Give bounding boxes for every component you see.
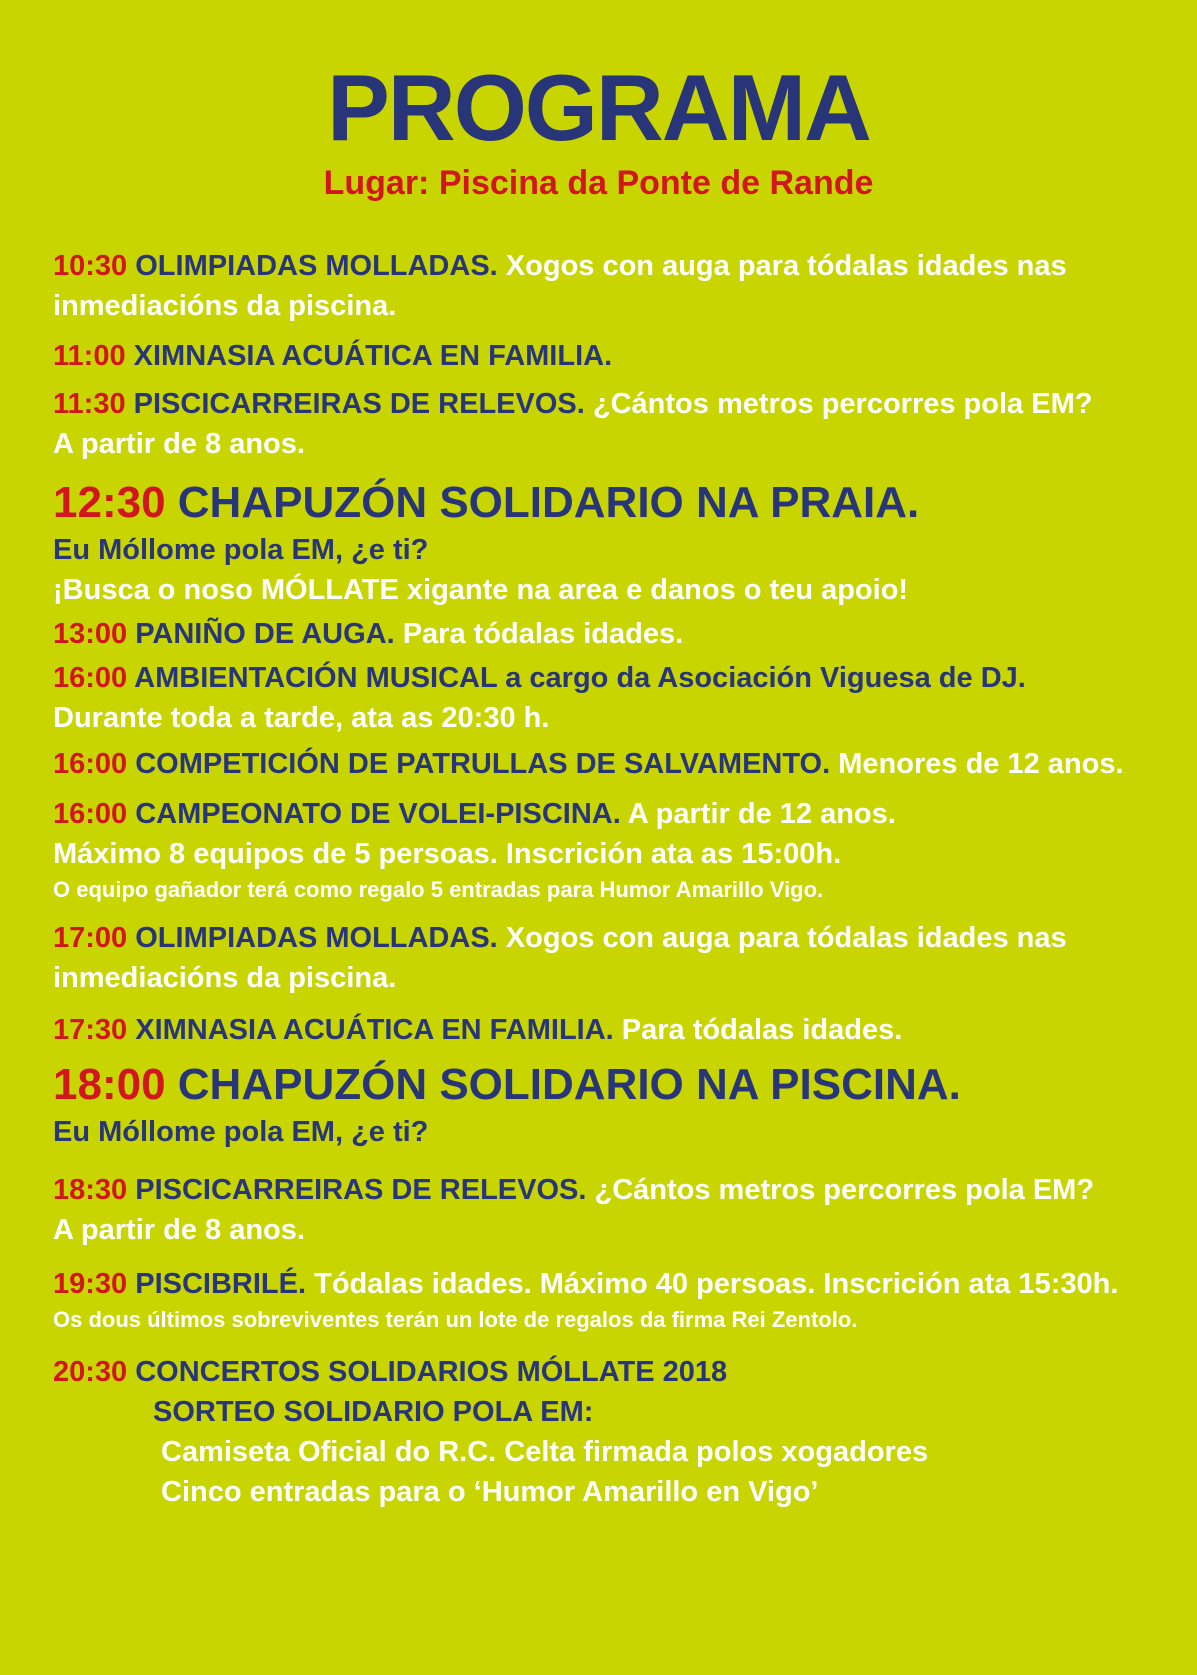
event-desc: A partir de 12 anos. <box>627 798 896 830</box>
event-desc: ¿Cántos metros percorres pola EM? <box>592 388 1093 420</box>
event-desc: Menores de 12 anos. <box>838 748 1124 780</box>
event-item <box>53 744 1177 784</box>
event-detail: Eu Móllome pola EM, ¿e ti? <box>53 534 429 566</box>
event-desc: Xogos con auga para tódalas idades nas <box>505 922 1067 954</box>
event-time: 11:00 <box>53 340 126 372</box>
event-desc: Tódalas idades. Máximo 40 persoas. Inscrición ata 15:30h. <box>314 1268 1119 1300</box>
event-name: PISCICARREIRAS DE RELEVOS. <box>135 1174 587 1206</box>
event-name: COMPETICIÓN DE PATRULLAS DE SALVAMENTO. <box>135 748 831 780</box>
event-line <box>53 614 1177 654</box>
event-line <box>53 1352 1177 1392</box>
event-name: PANIÑO DE AUGA. <box>135 618 395 650</box>
event-desc: ¿Cántos metros percorres pola EM? <box>594 1174 1095 1206</box>
event-item <box>53 614 1177 654</box>
event-time: 13:00 <box>53 618 128 650</box>
event-detail: Eu Móllome pola EM, ¿e ti? <box>53 1116 429 1148</box>
event-item <box>53 1170 1177 1250</box>
event-line <box>53 918 1177 958</box>
event-time: 10:30 <box>53 250 128 282</box>
event-note: Os dous últimos sobreviventes terán un lote de regalos da firma Rei Zentolo. <box>53 1307 858 1332</box>
event-name: PISCICARREIRAS DE RELEVOS. <box>133 388 585 420</box>
page-title: PROGRAMA <box>327 55 870 160</box>
event-line <box>53 744 1177 784</box>
event-item <box>53 336 1177 376</box>
event-detail: Máximo 8 equipos de 5 persoas. Inscrición ata as 15:00h. <box>53 838 842 870</box>
event-time: 16:00 <box>53 662 128 694</box>
event-line <box>53 384 1177 424</box>
event-name: CAMPEONATO DE VOLEI-PISCINA. <box>135 798 621 830</box>
event-time: 18:00 <box>53 1060 166 1109</box>
event-item <box>53 1264 1177 1336</box>
event-detail: ¡Busca o noso MÓLLATE xigante na area e danos o teu apoio! <box>53 574 909 606</box>
event-name: PISCIBRILÉ. <box>135 1268 307 1300</box>
event-name: OLIMPIADAS MOLLADAS. <box>135 250 498 282</box>
event-name: AMBIENTACIÓN MUSICAL a cargo da Asociación Viguesa de DJ. <box>134 662 1026 694</box>
event-item <box>53 794 1177 906</box>
event-time: 20:30 <box>53 1356 128 1388</box>
event-item <box>53 918 1177 998</box>
event-time: 16:00 <box>53 798 128 830</box>
header <box>0 0 1197 204</box>
event-time: 17:00 <box>53 922 128 954</box>
event-name: CHAPUZÓN SOLIDARIO NA PISCINA. <box>177 1060 961 1109</box>
event-detail: inmediacións da piscina. <box>53 290 397 322</box>
raffle-prize: Cinco entradas para o ‘Humor Amarillo en Vigo’ <box>161 1476 819 1508</box>
event-time: 19:30 <box>53 1268 128 1300</box>
event-time: 11:30 <box>53 388 126 420</box>
event-line <box>53 794 1177 834</box>
event-detail: A partir de 8 anos. <box>53 1214 305 1246</box>
raffle-heading: SORTEO SOLIDARIO POLA EM: <box>153 1396 594 1428</box>
page-subtitle: Lugar: Piscina da Ponte de Rande <box>323 164 874 202</box>
event-line <box>53 246 1177 286</box>
event-item <box>53 476 1177 610</box>
event-item <box>53 658 1177 738</box>
event-name: XIMNASIA ACUÁTICA EN FAMILIA. <box>135 1014 614 1046</box>
event-item <box>53 246 1177 326</box>
event-time: 17:30 <box>53 1014 128 1046</box>
event-detail: inmediacións da piscina. <box>53 962 397 994</box>
event-line <box>53 1264 1177 1304</box>
event-name: XIMNASIA ACUÁTICA EN FAMILIA. <box>133 340 613 372</box>
program-list <box>53 250 1177 1512</box>
event-name: CONCERTOS SOLIDARIOS MÓLLATE 2018 <box>135 1356 728 1388</box>
event-detail: A partir de 8 anos. <box>53 428 305 460</box>
event-detail: Durante toda a tarde, ata as 20:30 h. <box>53 702 550 734</box>
event-time: 18:30 <box>53 1174 128 1206</box>
event-item <box>53 1010 1177 1050</box>
event-line <box>53 1170 1177 1210</box>
event-line <box>53 476 1177 530</box>
raffle-prize: Camiseta Oficial do R.C. Celta firmada polos xogadores <box>161 1436 929 1468</box>
event-line <box>53 658 1177 698</box>
event-desc: Para tódalas idades. <box>402 618 684 650</box>
event-name: CHAPUZÓN SOLIDARIO NA PRAIA. <box>177 478 920 527</box>
event-desc: Xogos con auga para tódalas idades nas <box>505 250 1067 282</box>
event-line <box>53 1058 1177 1112</box>
event-item <box>53 384 1177 464</box>
event-line <box>53 1010 1177 1050</box>
event-line <box>53 336 1177 376</box>
event-item <box>53 1352 1177 1512</box>
event-time: 12:30 <box>53 478 166 527</box>
event-note: O equipo gañador terá como regalo 5 entradas para Humor Amarillo Vigo. <box>53 877 824 902</box>
event-desc: Para tódalas idades. <box>621 1014 903 1046</box>
event-time: 16:00 <box>53 748 128 780</box>
event-name: OLIMPIADAS MOLLADAS. <box>135 922 498 954</box>
event-item <box>53 1058 1177 1152</box>
